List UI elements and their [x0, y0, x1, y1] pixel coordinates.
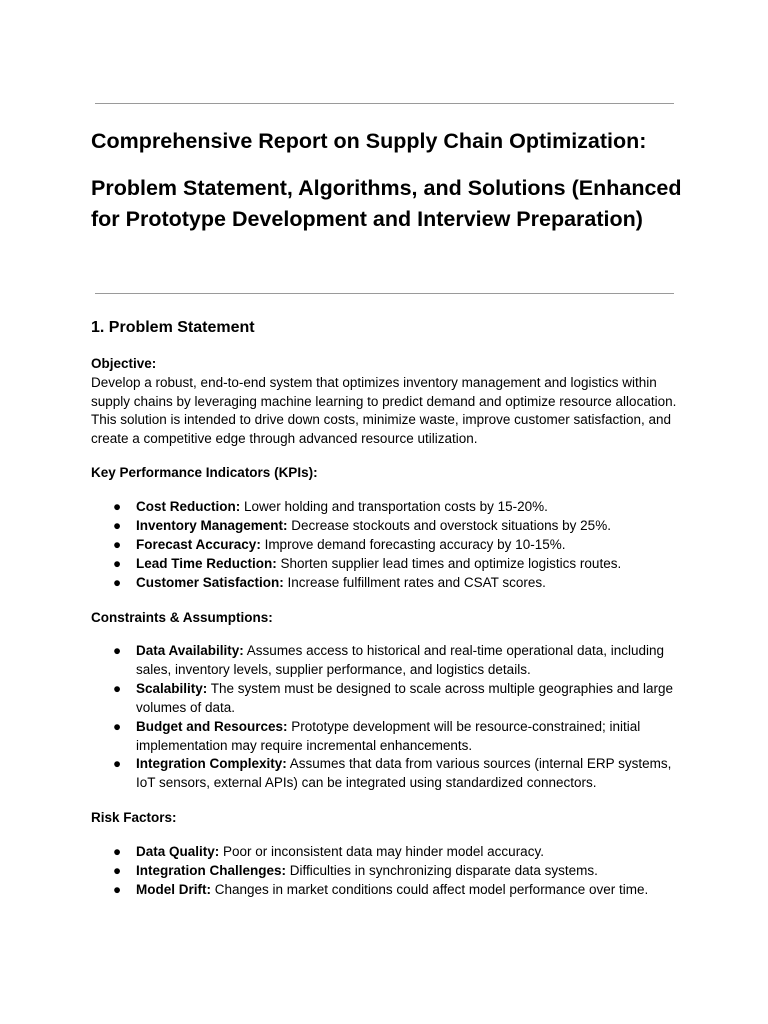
risk-factors-list: [91, 843, 681, 900]
list-item-term: Data Availability:: [136, 643, 244, 658]
top-divider: [95, 103, 674, 104]
list-item-description: Shorten supplier lead times and optimize logistics routes.: [276, 555, 622, 571]
list-item-term: Lead Time Reduction:: [136, 555, 277, 571]
kpis-label: Key Performance Indicators (KPIs):: [91, 465, 318, 480]
list-item-description: Decrease stockouts and overstock situations by 25%.: [287, 517, 611, 533]
list-item-term: Integration Challenges:: [136, 862, 287, 878]
list-item-description: Assumes that data from various sources (internal ERP systems, IoT sensors, external APIs) can be integrated using standardized connectors.: [136, 756, 672, 791]
list-item-term: Customer Satisfaction:: [136, 574, 284, 590]
list-item: [91, 555, 681, 574]
bullet-icon: ●: [113, 517, 122, 533]
bullet-icon: ●: [113, 881, 122, 897]
list-item: [91, 574, 681, 593]
list-item-description: The system must be designed to scale across multiple geographies and large volumes of data.: [136, 680, 674, 715]
list-item-term: Inventory Management:: [136, 517, 288, 533]
report-title: Comprehensive Report on Supply Chain Optimization:: [91, 129, 647, 153]
list-item-description: Assumes access to historical and real-time operational data, including sales, inventory levels, supplier performance, and logistics details.: [136, 643, 665, 677]
kpi-list: [91, 498, 681, 593]
list-item-description: Prototype development will be resource-constrained; initial implementation may require incremental enhancements.: [136, 718, 641, 753]
list-item: [91, 718, 681, 756]
list-item: [91, 843, 681, 862]
risk-factors-label: Risk Factors:: [91, 810, 177, 825]
list-item: [91, 536, 681, 555]
list-item: [91, 680, 681, 718]
list-item: [91, 642, 681, 680]
objective-text: Develop a robust, end-to-end system that optimizes inventory management and logistics within supply chains by leveraging machine learning to predict demand and optimize resource allocation. This solution is intended to drive down costs, minimize waste, improve customer satisfaction, and create a competitive edge through advanced resource utilization.: [91, 375, 677, 447]
list-item: [91, 755, 681, 793]
list-item-description: Difficulties in synchronizing disparate data systems.: [286, 862, 598, 878]
list-item: [91, 881, 681, 900]
bullet-icon: ●: [113, 844, 122, 859]
report-subtitle: Problem Statement, Algorithms, and Solutions (Enhanced for Prototype Development and Interview Preparation): [91, 176, 682, 231]
list-item: [91, 517, 681, 536]
list-item-description: Poor or inconsistent data may hinder model accuracy.: [219, 844, 544, 859]
list-item-description: Improve demand forecasting accuracy by 10-15%.: [260, 536, 566, 552]
list-item-term: Budget and Resources:: [136, 718, 288, 734]
bullet-icon: ●: [113, 574, 122, 590]
bullet-icon: ●: [113, 680, 122, 696]
list-item: [91, 862, 681, 881]
section-divider: [95, 293, 674, 294]
list-item-description: Increase fulfillment rates and CSAT scores.: [283, 574, 546, 590]
bullet-icon: ●: [113, 555, 122, 571]
list-item: [91, 498, 681, 517]
bullet-icon: ●: [113, 756, 122, 772]
list-item-term: Integration Complexity:: [136, 756, 287, 772]
list-item-term: Cost Reduction:: [136, 499, 241, 514]
bullet-icon: ●: [113, 499, 122, 514]
bullet-icon: ●: [113, 862, 122, 878]
section-heading-problem-statement: 1. Problem Statement: [91, 319, 255, 336]
list-item-description: Lower holding and transportation costs by 15-20%.: [240, 499, 548, 514]
list-item-term: Data Quality:: [136, 844, 220, 859]
bullet-icon: ●: [113, 718, 122, 734]
bullet-icon: ●: [113, 643, 122, 658]
constraints-label: Constraints & Assumptions:: [91, 610, 273, 625]
objective-label: Objective:: [91, 356, 157, 371]
constraints-list: [91, 642, 681, 793]
list-item-description: Changes in market conditions could affect model performance over time.: [211, 881, 649, 897]
list-item-term: Forecast Accuracy:: [136, 536, 261, 552]
bullet-icon: ●: [113, 536, 122, 552]
list-item-term: Model Drift:: [136, 881, 211, 897]
list-item-term: Scalability:: [136, 680, 208, 696]
